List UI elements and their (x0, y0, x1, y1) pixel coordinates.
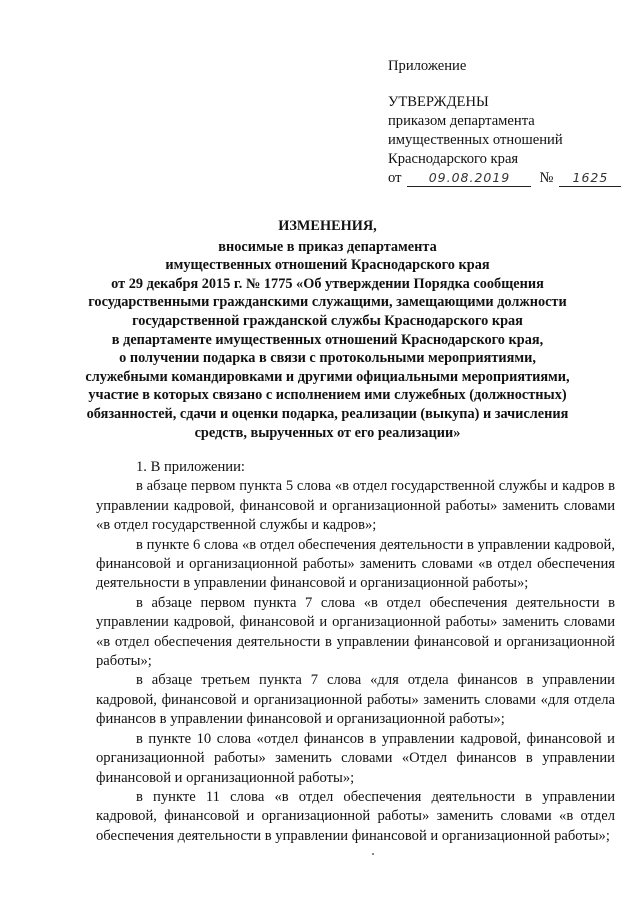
title-line: государственной гражданской службы Краснодарского края (132, 312, 523, 329)
body-paragraph: в пункте 10 слова «отдел финансов в управлении кадровой, финансовой и организационной работы» заменить словами «Отдел финансов в управлении финансовой и организационной работы»; (96, 730, 615, 786)
title-line: в департаменте имущественных отношений Краснодарского края, (111, 331, 544, 348)
title-line: от 29 декабря 2015 г. № 1775 «Об утверждении Порядка сообщения (111, 275, 544, 292)
number-sign: № (539, 170, 554, 186)
title-line: служебными командировками и другими официальными мероприятиями, (85, 368, 570, 385)
body-paragraph: в пункте 11 слова «в отдел обеспечения деятельности в управлении кадровой, финансовой и организационной работы» заменить словами «в отдел обеспечения деятельности в управлении финансовой и организационной работы»; (96, 788, 615, 844)
date-prefix: от (388, 170, 402, 186)
document-body (96, 458, 615, 846)
approval-block (388, 57, 628, 188)
handwritten-date: 09.08.2019 (407, 170, 531, 187)
body-paragraph: в абзаце первом пункта 5 слова «в отдел государственной службы и кадров в управлении кадровой, финансовой и организационной работы» заменить словами «в отдел государственной службы и кадров»; (96, 478, 615, 534)
handwritten-number: 1625 (559, 170, 621, 187)
scan-dot (372, 853, 374, 855)
approval-line-2: имущественных отношений (388, 132, 563, 148)
body-paragraph: в абзаце первом пункта 7 слова «в отдел обеспечения деятельности в управлении кадровой, финансовой и организационной работы» заменить словами «в отдел обеспечения деятельности в управлении финансовой и организационной работы»; (96, 594, 615, 670)
body-paragraph: в абзаце третьем пункта 7 слова «для отдела финансов в управлении кадровой, финансовой и организационной работы» заменить словами «для отдела финансов в управлении финансовой и организационной работы»; (96, 672, 615, 728)
approval-date-line (388, 169, 628, 188)
document-title (40, 217, 615, 442)
approved-label: УТВЕРЖДЕНЫ (388, 94, 489, 110)
title-line: о получении подарка в связи с протокольными мероприятиями, (119, 350, 536, 367)
title-line: государственными гражданскими служащими, замещающими должности (88, 294, 567, 311)
approval-line-1: приказом департамента (388, 113, 535, 129)
appendix-label: Приложение (388, 58, 467, 74)
title-line: вносимые в приказ департамента (218, 238, 437, 255)
title-line: имущественных отношений Краснодарского края (165, 257, 490, 274)
item-heading: 1. В приложении: (136, 459, 245, 475)
title-line: обязанностей, сдачи и оценки подарка, реализации (выкупа) и зачисления (86, 405, 569, 422)
title-line: участие в которых связано с исполнением ими служебных (должностных) (88, 387, 567, 404)
title-line: средств, вырученных от его реализации» (194, 424, 461, 441)
approval-line-3: Краснодарского края (388, 151, 519, 167)
title-main: ИЗМЕНЕНИЯ, (278, 218, 377, 234)
body-paragraph: в пункте 6 слова «в отдел обеспечения деятельности в управлении кадровой, финансовой и организационной работы» заменить словами «в отдел обеспечения деятельности в управлении финансовой и организационной работы»; (96, 536, 615, 592)
